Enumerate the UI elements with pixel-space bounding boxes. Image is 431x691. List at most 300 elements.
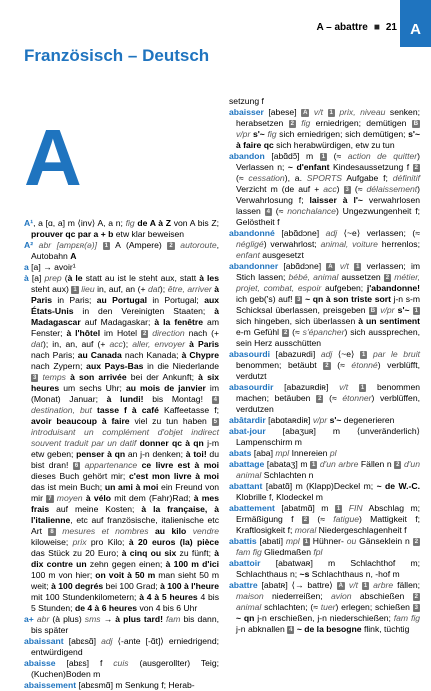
entry-text: (≈: [272, 206, 288, 216]
entry-text: à 100 m d'ici: [165, 559, 219, 569]
entry-text: métier, projet, combat, espoir: [236, 272, 421, 293]
entry-text: autoroute: [180, 240, 217, 250]
sense-number: 1: [312, 462, 316, 468]
entry-text: ein Freund von mir: [31, 482, 220, 503]
entry-text: v/pr: [380, 305, 395, 315]
entry-text: pl: [329, 448, 337, 458]
entry-text: cessation: [248, 173, 285, 183]
entry-text: appartenance: [84, 460, 138, 470]
entry-text: un ami à moi: [104, 482, 159, 492]
entry-text: v/t: [339, 261, 349, 271]
entry-text: Hühner-: [309, 536, 347, 546]
entry-text: , etc auf französische, italienische etc Art: [31, 515, 219, 536]
entry-text: lieu: [81, 284, 95, 294]
entry-text: à Paris: [31, 284, 220, 305]
entry-text: prouver qc par a + b: [31, 229, 114, 239]
entry-text: [abɛsmɑ̃] m Senkung f; Herab-: [76, 680, 195, 690]
entry-text: (≈: [309, 514, 334, 524]
entry-text: ~ de la besogne: [296, 624, 362, 634]
entry-text: von A bis Z;: [171, 218, 220, 228]
dictionary-entry: [229, 415, 420, 426]
entry-text: maison: [236, 591, 264, 601]
entry-text: [abatwaʀ] m Schlachthof m; Schlachthaus n;: [236, 558, 420, 579]
entry-text: zehn gegen einen;: [86, 559, 166, 569]
sense-number: 2: [385, 275, 390, 281]
entry-text: ) verblüfft, verdutzt: [236, 360, 420, 381]
entry-text: nach Zypern;: [31, 361, 87, 371]
sense-number: 2: [414, 539, 419, 545]
entry-text: fig: [125, 218, 135, 228]
entry-text: aux Pays-Bas: [86, 361, 144, 371]
entry-headword: abandon: [229, 151, 265, 161]
entry-text: etw klar beweisen: [113, 229, 185, 239]
entry-text: (≈: [350, 184, 367, 194]
entry-text: c'est mon livre à moi: [129, 471, 219, 481]
page-number: 21: [385, 22, 397, 33]
entry-text: sich hingeben, sich überlassen: [236, 316, 359, 326]
sense-number: 8: [50, 529, 54, 535]
sense-number: 3: [297, 297, 301, 303]
entry-text: d'un arbre: [319, 459, 359, 469]
sense-number: 1: [336, 506, 341, 512]
entry-text: vendre: [192, 526, 220, 536]
entry-text: [348, 382, 359, 392]
entry-text: [abɛsɑ̃]: [63, 636, 102, 646]
entry-text: j-n erschießen, j-n niederschießen;: [254, 613, 394, 623]
entry-text: im Hotel: [100, 328, 141, 338]
entry-text: avion: [331, 591, 352, 601]
entry-text: à Paris: [189, 339, 219, 349]
dictionary-entry: [229, 151, 420, 228]
entry-text: FIN: [348, 503, 363, 513]
entry-text: aller, envoyer: [132, 339, 186, 349]
entry-text: v/t: [339, 382, 349, 392]
entry-text: v/t: [348, 580, 358, 590]
entry-text: acc: [323, 184, 337, 194]
entry-headword: abattoir: [229, 558, 261, 568]
dictionary-entry: [229, 261, 420, 349]
entry-text: man sieht 50 m weit;: [31, 570, 219, 591]
entry-text: mit dem (Fahr)Rad;: [111, 493, 194, 503]
entry-text: fig: [267, 129, 277, 139]
entry-text: s'épancher: [302, 327, 345, 337]
sense-number: 3: [345, 187, 349, 193]
entry-text: v/pr: [236, 129, 251, 139]
entry-text: à les: [199, 273, 219, 283]
entry-text: introduisant un complément d'objet indirect souvent traduit par un datif: [31, 427, 219, 448]
entry-text: à vélo: [85, 493, 112, 503]
entry-text: in Paris;: [52, 295, 97, 305]
entry-text: dat: [31, 339, 43, 349]
entry-text: SPORTS: [306, 173, 342, 183]
entry-text: (à plus): [49, 614, 85, 624]
sense-number: 3: [33, 375, 37, 381]
dictionary-entry: [229, 459, 420, 481]
header-bullet: ■: [373, 22, 380, 33]
entry-text: enfant: [236, 250, 260, 260]
entry-text: être, arriver: [167, 284, 212, 294]
entry-text: (≈: [236, 173, 249, 183]
entry-headword: abandonner: [229, 261, 279, 271]
entry-text: bei der Ankunft;: [126, 372, 199, 382]
sense-number: 2: [169, 243, 173, 249]
dictionary-entry: [229, 580, 420, 635]
entry-text: aussetzen: [338, 272, 384, 282]
entry-text: bis Montag!: [143, 394, 212, 404]
entry-text: im (Monat) Januar;: [31, 383, 219, 404]
entry-text: action de quitter: [347, 151, 418, 161]
entry-text: [abazuʀdiʀ]: [273, 382, 340, 392]
sense-number: 1: [414, 308, 419, 314]
entry-text: sich herabwürdigen, etw zu tun: [273, 140, 395, 150]
entry-text: s'~: [397, 305, 410, 315]
entry-text: [abɛs] f: [55, 658, 114, 668]
entry-text: à plus tard!: [115, 614, 163, 624]
entry-text: à un sentiment: [358, 316, 420, 326]
entry-text: adj: [320, 349, 333, 359]
entry-text: arbre: [373, 580, 394, 590]
entry-text: ~s: [299, 569, 310, 579]
entry-text: bis dann, bis später: [31, 614, 219, 635]
entry-text: au Portugal: [96, 295, 148, 305]
entry-headword: abandonné: [229, 228, 275, 238]
sense-number: 5: [213, 419, 217, 425]
entry-text: [ampɛʀ(ə)]: [56, 240, 98, 250]
dictionary-entry: [24, 614, 219, 636]
entry-text: e-m Gefühl: [236, 327, 282, 337]
entry-text: donner qc à qn: [139, 438, 204, 448]
sense-number: 2: [396, 462, 400, 468]
entry-text: 4 bis 5 Stunden;: [31, 592, 220, 613]
entry-text: Gliedmaßen: [261, 547, 314, 557]
entry-headword: abasourdir: [229, 382, 274, 392]
entry-text: de 4 à 6 heures: [74, 603, 138, 613]
running-header: [317, 22, 398, 33]
entry-text: fam: [393, 613, 409, 623]
entry-text: sich erniedrigen; sich demütigen;: [276, 129, 409, 139]
entry-text: an j-n denken;: [125, 449, 186, 459]
entry-text: à Chypre: [181, 350, 219, 360]
entry-text: senken; herabsetzen: [236, 107, 421, 128]
entry-text: nonchalance: [287, 206, 336, 216]
entry-text: animal, voiture: [320, 239, 378, 249]
entry-headword: abattage: [229, 459, 265, 469]
entry-text: au mois de janvier: [125, 383, 206, 393]
entry-text: ⟨-ante [-ɑ̃t]⟩ erniedrigend; entwürdigend: [31, 636, 219, 657]
entry-text: erniedrigen; demütigen: [310, 118, 412, 128]
entry-text: à son arrivée: [70, 372, 127, 382]
dictionary-entry: [229, 228, 420, 261]
entry-text: [abatmɑ̃] m: [274, 503, 335, 513]
entry-text: ) Ungezwungenheit f; Gelöstheit f: [236, 206, 421, 227]
entry-text: laisser à l'~: [309, 195, 363, 205]
entry-text: dat: [147, 284, 160, 294]
entry-text: définitif: [392, 173, 420, 183]
entry-text: ~ qn: [236, 613, 255, 623]
sense-number: 1: [104, 243, 108, 249]
entry-text: Verzicht m (de auf +: [236, 184, 324, 194]
dictionary-entry: [24, 680, 219, 691]
sense-number: 1: [304, 539, 308, 545]
entry-text: à dix contre un: [31, 548, 219, 569]
entry-text: mpl: [285, 536, 300, 546]
dictionary-entry: [229, 503, 420, 536]
entry-headword: A¹: [24, 218, 34, 228]
entry-text: ce livre est à moi: [141, 460, 220, 470]
entry-text: verlassen; im Stich lassen;: [236, 261, 421, 282]
entry-text: à cinq ou six: [121, 548, 177, 558]
entry-text: benommen machen; betäuben: [236, 382, 420, 403]
entry-text: ) erlegen; schießen: [335, 602, 413, 612]
dictionary-entry: [24, 240, 219, 262]
entry-text: ) Verlassen n;: [236, 151, 420, 172]
sense-number: 2: [283, 330, 288, 336]
entry-text: fig: [301, 118, 311, 128]
entry-text: zu fünft;: [176, 548, 215, 558]
entry-text: →: [100, 614, 116, 624]
sense-number: 4: [213, 397, 217, 403]
entry-text: das ist mein Buch;: [31, 482, 105, 492]
dictionary-entry: [229, 481, 420, 503]
entry-text: s'~: [252, 129, 265, 139]
entry-text: temps: [42, 372, 66, 382]
section-letter: A: [24, 113, 82, 202]
entry-text: );: [159, 284, 168, 294]
entry-headword: abattis: [229, 536, 257, 546]
entry-text: prix: [72, 537, 87, 547]
sense-number: B: [413, 121, 419, 127]
entry-text: acc: [109, 339, 123, 349]
sense-number: 2: [414, 594, 418, 600]
entry-text: fig: [410, 613, 421, 623]
entry-text: mpl: [275, 448, 290, 458]
entry-text: ⟨~e⟩: [332, 349, 361, 359]
dictionary-entry: [229, 558, 420, 580]
entry-headword: abaissement: [24, 680, 77, 690]
entry-text: [abatʀ] ⟨→ battre⟩: [257, 580, 337, 590]
entry-text: abr: [36, 614, 50, 624]
entry-text: ), a.: [284, 173, 307, 183]
entry-text: à mes frais: [31, 493, 219, 514]
entry-text: in Portugal;: [147, 295, 205, 305]
entry-text: Fällen n: [358, 459, 395, 469]
entry-text: nach Paris;: [31, 350, 78, 360]
entry-headword: abattre: [229, 580, 258, 590]
dictionary-entry: [229, 382, 420, 415]
entry-text: pro Kilo;: [86, 537, 129, 547]
entry-headword: abaissant: [24, 636, 64, 646]
dictionary-entry: [24, 262, 219, 273]
entry-text: tuer: [320, 602, 336, 612]
entry-text: statt au ist le steht aux, statt: [82, 273, 200, 283]
entry-text: du bist dran!: [31, 449, 219, 470]
entry-text: à 5 heures: [154, 592, 198, 602]
entry-text: j-n abknallen: [236, 624, 288, 634]
entry-text: nach (+: [184, 328, 219, 338]
entry-text: ) sich aussprechen, sein Herz ausschütten: [236, 327, 420, 348]
entry-text: Kaffeetasse f;: [158, 405, 220, 415]
entry-text: au Canada: [77, 350, 122, 360]
sense-number: A: [303, 110, 308, 116]
sense-number: 1: [356, 264, 360, 270]
entry-text: [abati]: [256, 536, 286, 546]
sense-number: A: [328, 264, 333, 270]
thumb-index-tab: [400, 0, 431, 47]
entry-text: à toi!: [185, 449, 207, 459]
entry-text: um sechs Uhr;: [59, 383, 126, 393]
dictionary-entry: [229, 448, 420, 459]
entry-text: in den Vereinigten Staaten;: [73, 306, 215, 316]
entry-headword: abats: [229, 448, 252, 458]
entry-text: 100 m von hier;: [31, 570, 96, 580]
entry-text: ) verblüffen, verdutzen: [236, 393, 420, 414]
entry-text: mesures et nombres: [62, 526, 149, 536]
dictionary-entry: [229, 426, 420, 448]
entry-text: ⟨~e⟩ verlassen; (≈: [337, 228, 420, 238]
entry-text: Gänseklein n: [356, 536, 413, 546]
dictionary-entry: [24, 636, 219, 658]
entry-text: A: [70, 251, 77, 261]
sense-number: 1: [362, 352, 366, 358]
entry-headword: abâtardir: [229, 415, 266, 425]
entry-text: sms: [84, 614, 101, 624]
entry-headword: abasourdi: [229, 349, 271, 359]
entry-text: , a [ɑ, a] m ⟨inv⟩ A, a n;: [33, 218, 126, 228]
entry-text: (≈: [327, 151, 348, 161]
entry-text: kiloweise;: [31, 537, 73, 547]
entry-text: [abɑ̃dɔ̃] m: [264, 151, 320, 161]
entry-text: );: [122, 339, 133, 349]
entry-text: ausgesetzt: [259, 250, 304, 260]
entry-text: tasse f à café: [97, 405, 159, 415]
entry-text: j'abandonne!: [366, 283, 420, 293]
entry-headword: à: [24, 273, 29, 283]
entry-text: [abɑtaʀdiʀ]: [265, 415, 313, 425]
entry-text: Niedergeschlagenheit f: [316, 525, 407, 535]
entry-text: steht aux): [31, 284, 72, 294]
dictionary-entry: [24, 273, 219, 614]
entry-text: nach Kanada;: [121, 350, 182, 360]
entry-headword: a+: [24, 614, 34, 624]
entry-text: [abataʒ] m: [264, 459, 310, 469]
entry-text: ) Mattigkeit f; Kraftlosigkeit f;: [236, 514, 420, 535]
entry-text: aufgeben;: [321, 283, 367, 293]
entry-text: j-n s-m Schicksal überlassen, preisgeben: [236, 294, 421, 315]
entry-text: ~ d'enfant: [287, 162, 330, 172]
entry-text: à 20 euros (la) pièce: [128, 537, 219, 547]
entry-text: Aufgabe f;: [341, 173, 393, 183]
entry-text: prix, niveau: [339, 107, 386, 117]
entry-text: , Autobahn: [31, 240, 220, 261]
entry-text: viel zu tun haben: [129, 416, 212, 426]
entry-text: de A à Z: [137, 218, 172, 228]
dictionary-entry: [229, 349, 420, 382]
entry-text: j-m etw geben;: [31, 438, 219, 459]
entry-text: herrenlos;: [377, 239, 420, 249]
entry-text: à 100 degrés: [51, 581, 104, 591]
entry-text: à six heures: [31, 372, 220, 393]
entry-text: animal: [236, 602, 262, 612]
dictionary-entry: [24, 658, 219, 680]
sense-number: 7: [48, 496, 52, 502]
entry-text: (: [61, 273, 68, 283]
entry-headword: a: [24, 262, 29, 272]
entry-text: benommen; betäubt: [236, 360, 324, 370]
entry-text: mit 100 Stundenkilometern;: [31, 592, 140, 602]
entry-text: setzung f: [229, 96, 264, 106]
entry-text: ) Verwahrlosung f;: [236, 184, 421, 205]
entry-text: adj: [325, 228, 338, 238]
entry-text: moyen: [56, 493, 83, 503]
entry-headword: A²: [24, 240, 34, 250]
entry-text: degenerieren: [341, 415, 395, 425]
entry-text: fam: [166, 614, 181, 624]
entry-text: (≈: [323, 393, 343, 403]
entry-text: au kilo: [155, 526, 187, 536]
sense-number: 1: [321, 154, 326, 160]
sense-number: 2: [303, 517, 308, 523]
sense-number: 2: [318, 396, 322, 402]
entry-text: [abɑ̃dɔne]: [278, 261, 327, 271]
sense-number: 6: [74, 463, 79, 469]
entry-text: s'~ à faire qc: [236, 129, 420, 150]
sense-number: 2: [325, 363, 329, 369]
dictionary-entry: [229, 107, 420, 151]
entry-text: prep: [44, 273, 62, 283]
entry-text: moral: [294, 525, 317, 535]
entry-text: cuis: [113, 658, 129, 668]
left-column: [24, 218, 219, 691]
entry-text: ): [336, 184, 344, 194]
header-range: A – abattre: [316, 22, 368, 33]
entry-text: Innereien: [289, 448, 330, 458]
entry-text: v/t: [313, 107, 323, 117]
entry-text: étonner: [342, 393, 372, 403]
sense-number: 1: [73, 287, 77, 293]
entry-text: das Stück zu 20 Euro;: [31, 548, 122, 558]
entry-text: avoir beaucoup à faire: [31, 416, 130, 426]
entry-text: [abazuʀdi]: [270, 349, 321, 359]
entry-text: Kindesaussetzung f: [329, 162, 413, 172]
entry-text: [aba]: [251, 448, 276, 458]
entry-text: [323, 107, 328, 117]
entry-text: fam: [236, 547, 251, 557]
entry-text: (≈: [330, 360, 352, 370]
entry-text: négligé: [236, 239, 264, 249]
entry-text: fpl: [313, 547, 323, 557]
entry-text: direction: [152, 328, 185, 338]
entry-text: A (Ampere): [110, 240, 168, 250]
entry-text: [a] → avoir¹: [28, 262, 76, 272]
entry-text: par le bruit: [372, 349, 421, 359]
entry-headword: abattement: [229, 503, 275, 513]
sense-number: 3: [414, 605, 418, 611]
entry-text: in, auf, an (+: [94, 284, 148, 294]
sense-number: 2: [142, 331, 147, 337]
entry-headword: abattant: [229, 481, 263, 491]
entry-text: [abɑ̃dɔne]: [274, 228, 326, 238]
entry-text: à lundi!: [106, 394, 144, 404]
entry-text: destination, but: [31, 405, 92, 415]
entry-text: Schlachten n: [261, 470, 314, 480]
entry-text: à 4: [139, 592, 152, 602]
entry-text: verwahrlosen lassen: [236, 195, 421, 216]
entry-text: am Fenster;: [31, 317, 219, 338]
entry-headword: abaisser: [229, 107, 264, 117]
entry-text: flink, tüchtig: [361, 624, 410, 634]
entry-text: Schlachthaus n, -hof m: [309, 569, 400, 579]
entry-text: délaissement: [366, 184, 418, 194]
